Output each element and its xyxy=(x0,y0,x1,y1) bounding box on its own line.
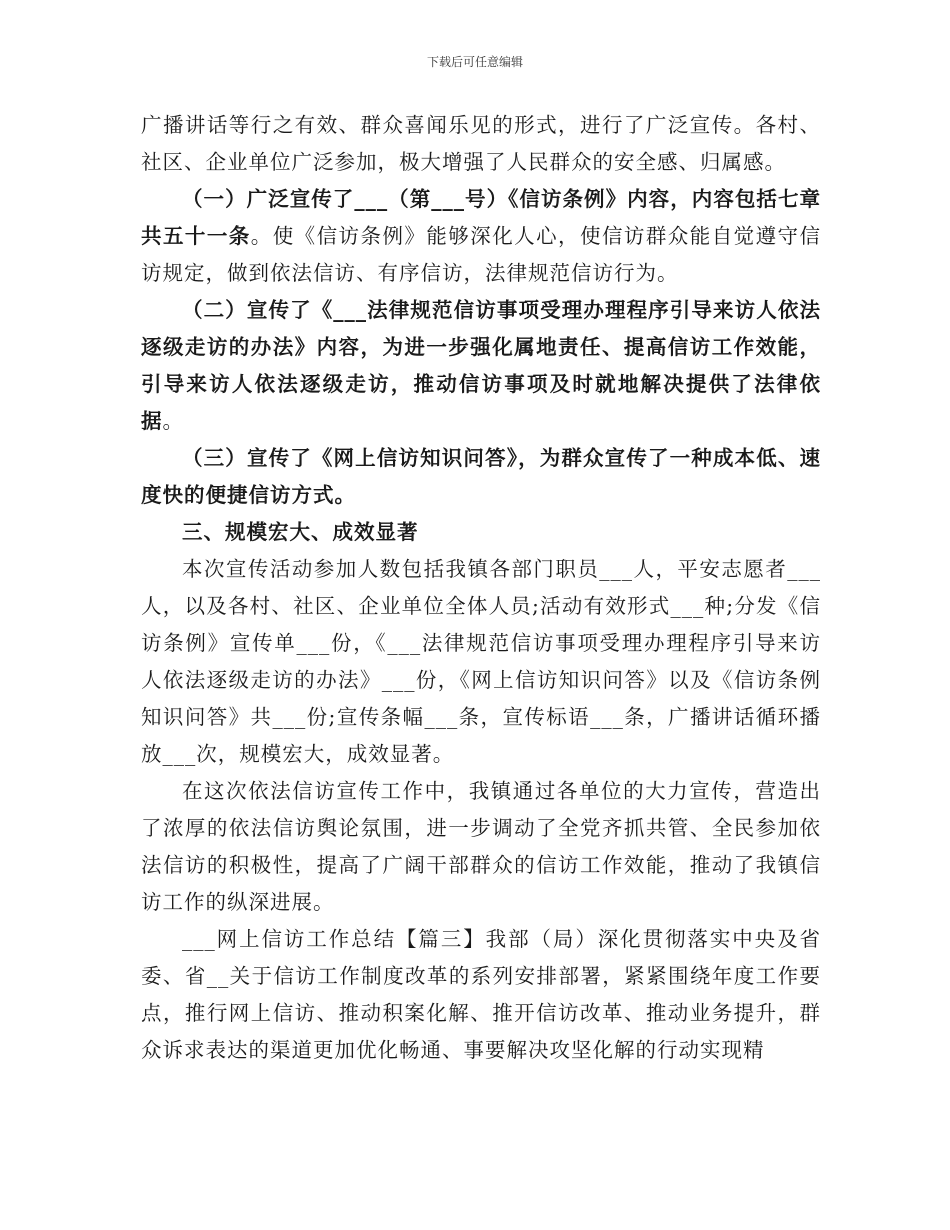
document-body xyxy=(141,107,821,1069)
section-heading-text: 三、规模宏大、成效显著 xyxy=(182,520,419,544)
paragraph-item-3 xyxy=(141,440,821,514)
paragraph-text: 。 xyxy=(162,409,184,433)
paragraph-article-3 xyxy=(141,921,821,1069)
section-heading-3 xyxy=(141,514,821,551)
paragraph-text: ___网上信访工作总结【篇三】我部（局）深化贯彻落实中央及省委、省__关于信访工作制度改革的系列安排部署，紧紧围绕年度工作要点，推行网上信访、推动积案化解、推开信访改革、推动业务提升，群众诉求表达的渠道更加优化畅通、事要解决攻坚化解的行动实现精 xyxy=(141,927,821,1062)
page-header-note: 下载后可任意编辑 xyxy=(426,55,523,69)
paragraph-stats xyxy=(141,551,821,773)
paragraph-bold-lead: （三）宣传了《网上信访知识问答》，为群众宣传了一种成本低、速度快的便捷信访方式。 xyxy=(141,446,821,507)
paragraph-summary xyxy=(141,773,821,921)
paragraph-continuation xyxy=(141,107,821,181)
paragraph-text: 。使《信访条例》能够深化人心，使信访群众能自觉遵守信访规定，做到依法信访、有序信访，法律规范信访行为。 xyxy=(141,224,821,285)
paragraph-item-1 xyxy=(141,181,821,292)
paragraph-bold-lead: （二）宣传了《___法律规范信访事项受理办理程序引导来访人依法逐级走访的办法》内容，为进一步强化属地责任、提高信访工作效能，引导来访人依法逐级走访，推动信访事项及时就地解决提供了法律依据 xyxy=(141,298,821,433)
paragraph-text: 在这次依法信访宣传工作中，我镇通过各单位的大力宣传，营造出了浓厚的依法信访舆论氛围，进一步调动了全党齐抓共管、全民参加依法信访的积极性，提高了广阔干部群众的信访工作效能，推动了我镇信访工作的纵深进展。 xyxy=(141,779,821,914)
paragraph-text: 广播讲话等行之有效、群众喜闻乐见的形式，进行了广泛宣传。各村、社区、企业单位广泛参加，极大增强了人民群众的安全感、归属感。 xyxy=(141,113,821,174)
paragraph-bold-lead: （一）广泛宣传了___（第___号）《信访条例》内容，内容包括七章共五十一条 xyxy=(141,187,821,248)
paragraph-item-2 xyxy=(141,292,821,440)
paragraph-text: 本次宣传活动参加人数包括我镇各部门职员___人，平安志愿者___人，以及各村、社区、企业单位全体人员;活动有效形式___种;分发《信访条例》宣传单___份，《___法律规范信访事项受理办理程序引导来访人依法逐级走访的办法》___份，《网上信访知识问答》以及《信访条例知识问答》共___份;宣传条幅___条，宣传标语___条，广播讲话循环播放___次，规模宏大，成效显著。 xyxy=(141,557,821,766)
